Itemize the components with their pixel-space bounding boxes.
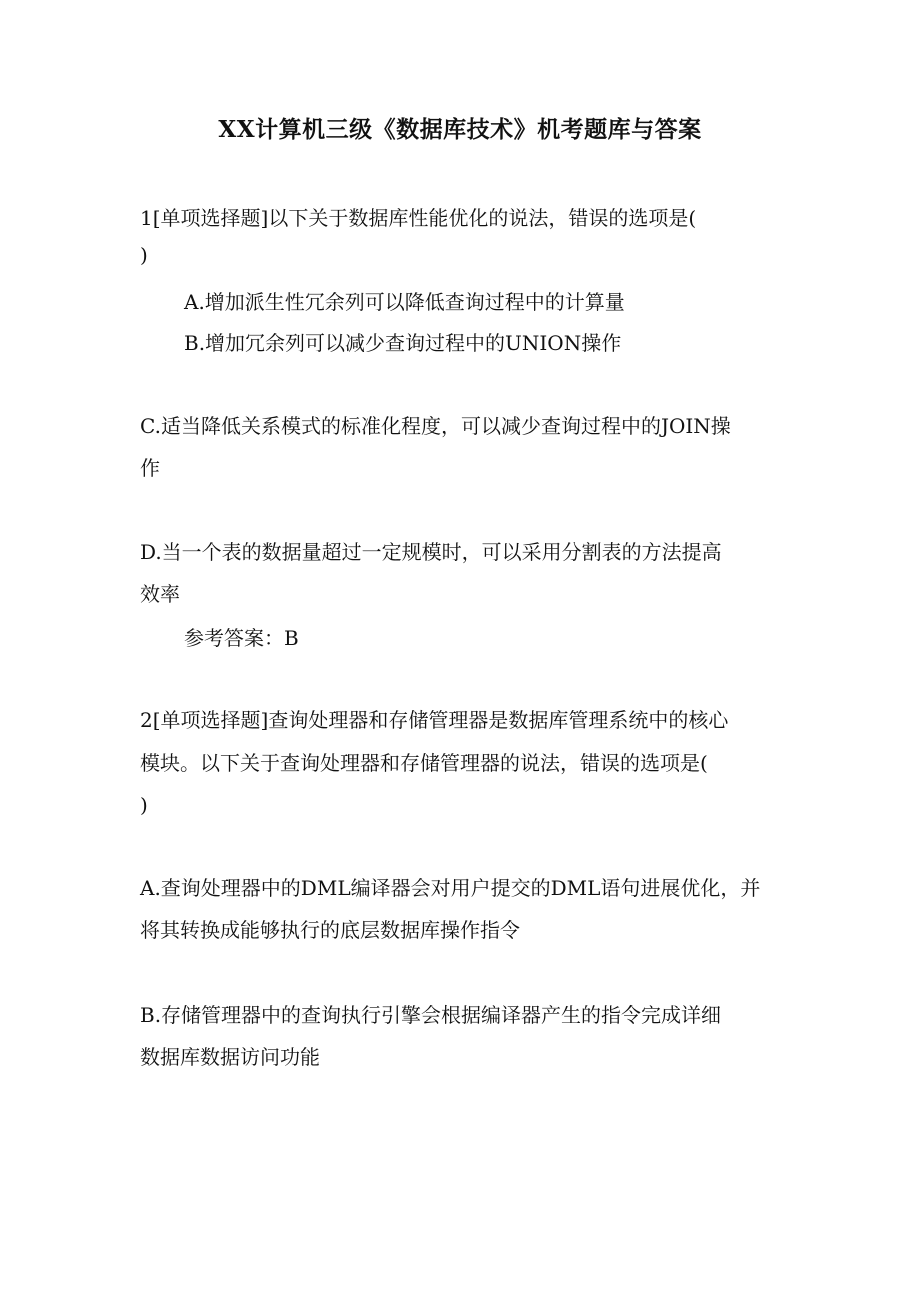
question-1-option-c-line-1: C.适当降低关系模式的标准化程度，可以减少查询过程中的JOIN操 xyxy=(140,414,731,438)
question-2-option-a-line-2: 将其转换成能够执行的底层数据库操作指令 xyxy=(140,918,520,942)
question-1-option-a: A.增加派生性冗余列可以降低查询过程中的计算量 xyxy=(184,290,625,314)
question-1-stem-line-2: ) xyxy=(140,243,148,267)
question-2-option-b-line-1: B.存储管理器中的查询执行引擎会根据编译器产生的指令完成详细 xyxy=(140,1003,722,1027)
question-1-option-b: B.增加冗余列可以减少查询过程中的UNION操作 xyxy=(184,331,622,355)
question-1-option-c-line-2: 作 xyxy=(140,456,160,480)
question-2-option-a-line-1: A.查询处理器中的DML编译器会对用户提交的DML语句进展优化，并 xyxy=(140,876,761,900)
question-1-answer: 参考答案：B xyxy=(184,626,299,650)
question-1-option-d-line-2: 效率 xyxy=(140,582,180,606)
document-title: XX计算机三级《数据库技术》机考题库与答案 xyxy=(218,116,702,143)
question-1-stem-line-1: 1[单项选择题]以下关于数据库性能优化的说法，错误的选项是( xyxy=(140,206,697,230)
question-1-option-d-line-1: D.当一个表的数据量超过一定规模时，可以采用分割表的方法提高 xyxy=(140,540,722,564)
question-2-stem-line-2: 模块。以下关于查询处理器和存储管理器的说法，错误的选项是( xyxy=(140,751,708,775)
question-2-option-b-line-2: 数据库数据访问功能 xyxy=(140,1045,320,1069)
question-2-stem-line-3: ) xyxy=(140,793,148,817)
question-2-stem-line-1: 2[单项选择题]查询处理器和存储管理器是数据库管理系统中的核心 xyxy=(140,708,729,732)
